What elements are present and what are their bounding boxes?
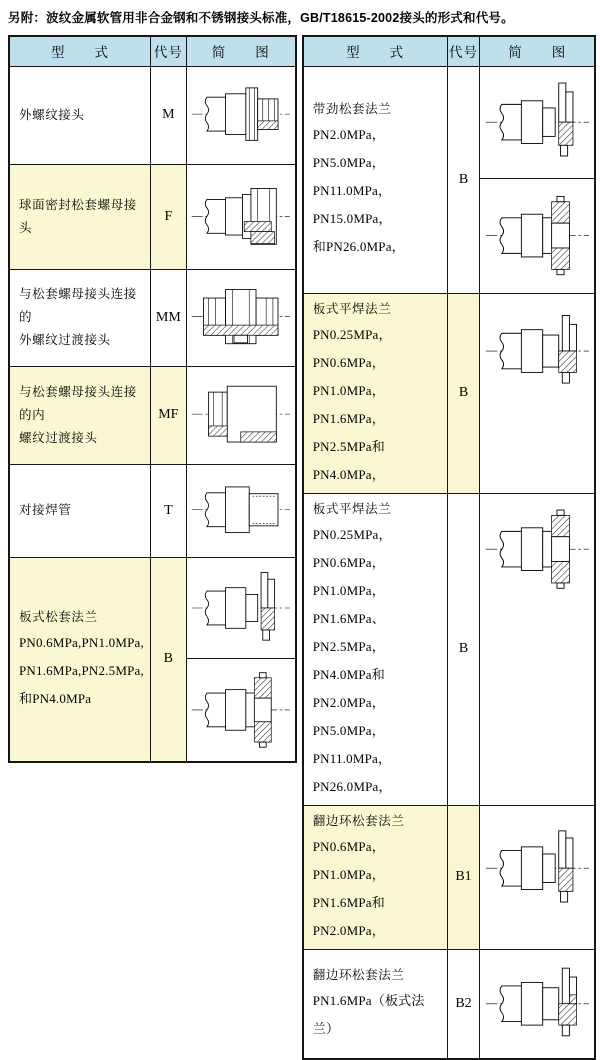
fitting-type-line: PN2.0MPa，PN5.0MPa， xyxy=(312,127,385,170)
fitting-code-cell: B xyxy=(447,493,480,805)
fitting-diagram-cell xyxy=(186,164,296,269)
fitting-type-cell xyxy=(9,269,150,366)
fitting-type-line: 翻边环松套法兰 xyxy=(312,968,405,983)
table-row xyxy=(303,805,595,949)
fitting-type-line: PN2.5MPa，PN4.0MPa和 xyxy=(312,638,385,682)
collar-loose-flange-diagram xyxy=(480,178,594,293)
swivel-nut-fitting-diagram xyxy=(187,165,295,268)
fitting-type-cell xyxy=(303,493,447,805)
fitting-code-cell: M xyxy=(150,66,186,164)
fitting-diagram-cell xyxy=(186,66,296,164)
fitting-type-line: 和PN26.0MPa， xyxy=(312,239,405,254)
butt-weld-pipe-diagram xyxy=(187,465,295,556)
fitting-code-cell: T xyxy=(150,464,186,557)
fitting-type-cell xyxy=(9,164,150,269)
table-row xyxy=(9,269,296,366)
fitting-type-cell xyxy=(9,464,150,557)
fitting-type-line: PN1.6MPa和PN2.0MPa， xyxy=(312,894,385,938)
fitting-type-line: PN1.0MPa，PN1.6MPa、 xyxy=(312,582,385,626)
table-row xyxy=(303,66,595,293)
fitting-code-cell: MF xyxy=(150,366,186,464)
female-thread-fitting-diagram xyxy=(187,367,295,463)
fitting-type-line: PN2.0MPa，PN5.0MPa， xyxy=(312,694,385,738)
fitting-diagram-cell xyxy=(186,269,296,366)
flat-weld-plate-flange-diagram xyxy=(480,294,594,409)
table-row xyxy=(9,66,296,164)
fitting-type-line: 与松套螺母接头连接的内 xyxy=(19,384,137,422)
fitting-type-line: 板式平焊法兰 xyxy=(312,301,392,316)
fittings-table-right xyxy=(302,35,596,1060)
table-row xyxy=(303,293,595,493)
fitting-diagram-cell xyxy=(186,557,296,762)
col-header-type: 型 式 xyxy=(303,36,447,66)
nipple-fitting-diagram xyxy=(187,270,295,365)
flanged-ring-plate-flange-diagram xyxy=(480,950,594,1058)
table-row xyxy=(303,949,595,1059)
col-header-type: 型 式 xyxy=(9,36,150,66)
fitting-code-cell: B1 xyxy=(447,805,480,949)
fitting-type-line: 和PN4.0MPa xyxy=(19,690,92,706)
fitting-type-line: 带劲松套法兰 xyxy=(312,102,392,116)
table-row xyxy=(9,464,296,557)
collar-loose-flange-diagram xyxy=(187,658,295,761)
col-header-code: 代号 xyxy=(150,36,186,66)
tables-container xyxy=(8,35,596,1060)
table-row xyxy=(303,493,595,805)
male-thread-fitting-diagram xyxy=(187,67,295,163)
fitting-type-line: 板式平焊法兰 xyxy=(312,501,392,516)
table-row xyxy=(9,164,296,269)
fitting-type-line: 球面密封松套螺母接头 xyxy=(19,197,137,235)
fitting-type-line: PN11.0MPa，PN26.0MPa， xyxy=(312,750,392,794)
collar-loose-flange-diagram xyxy=(480,494,594,605)
fitting-code-cell: B xyxy=(447,293,480,493)
fitting-type-cell xyxy=(9,557,150,762)
fitting-type-cell xyxy=(303,805,447,949)
fittings-table-left xyxy=(8,35,297,763)
fitting-code-cell: MM xyxy=(150,269,186,366)
fitting-type-line: PN2.5MPa和PN4.0MPa， xyxy=(312,438,385,482)
plate-loose-flange-diagram xyxy=(187,558,295,658)
fitting-type-line: PN1.6MPa（板式法兰） xyxy=(312,993,425,1037)
fitting-code-cell: B xyxy=(150,557,186,762)
fitting-type-line: PN11.0MPa，PN15.0MPa， xyxy=(312,183,392,226)
fitting-diagram-cell xyxy=(480,293,595,493)
col-header-diagram: 简 图 xyxy=(186,36,296,66)
table-row xyxy=(9,366,296,464)
fitting-type-line: PN0.6MPa，PN1.0MPa， xyxy=(312,838,385,882)
fitting-code-cell: F xyxy=(150,164,186,269)
fitting-type-cell xyxy=(9,66,150,164)
fitting-diagram-cell xyxy=(480,949,595,1059)
fitting-type-line: PN1.6MPa,PN2.5MPa, xyxy=(19,662,144,678)
fitting-code-cell: B xyxy=(447,66,480,293)
fitting-diagram-cell xyxy=(186,366,296,464)
neck-loose-flange-diagram xyxy=(480,67,594,178)
fitting-type-line: 外螺纹过渡接头 xyxy=(19,333,111,347)
fitting-diagram-cell xyxy=(480,805,595,949)
table-row xyxy=(9,557,296,762)
fitting-type-line: PN1.0MPa，PN1.6MPa， xyxy=(312,382,385,426)
page-note: 另附：波纹金属软管用非合金钢和不锈钢接头标准，GB/T18615-2002接头的形式和代号。 xyxy=(8,11,514,25)
fitting-type-line: 与松套螺母接头连接的 xyxy=(19,287,137,324)
fitting-type-line: PN0.25MPa，PN0.6MPa， xyxy=(312,526,392,570)
fitting-diagram-cell xyxy=(480,66,595,293)
flanged-ring-loose-flange-diagram xyxy=(480,806,594,932)
fitting-type-cell xyxy=(9,366,150,464)
col-header-code: 代号 xyxy=(447,36,480,66)
col-header-diagram: 简 图 xyxy=(480,36,595,66)
fitting-type-cell xyxy=(303,293,447,493)
fitting-type-line: PN0.6MPa,PN1.0MPa, xyxy=(19,634,144,650)
fitting-type-line: PN0.25MPa，PN0.6MPa， xyxy=(312,326,392,370)
fitting-code-cell: B2 xyxy=(447,949,480,1059)
fitting-diagram-cell xyxy=(480,493,595,805)
fitting-diagram-cell xyxy=(186,464,296,557)
fitting-type-line: 翻边环松套法兰 xyxy=(312,813,405,828)
fitting-type-line: 对接焊管 xyxy=(19,503,72,517)
fitting-type-line: 外螺纹接头 xyxy=(19,107,85,122)
fitting-type-line: 螺纹过渡接头 xyxy=(19,430,98,445)
fitting-type-cell xyxy=(303,949,447,1059)
fitting-type-cell xyxy=(303,66,447,293)
fitting-type-line: 板式松套法兰 xyxy=(19,609,98,624)
